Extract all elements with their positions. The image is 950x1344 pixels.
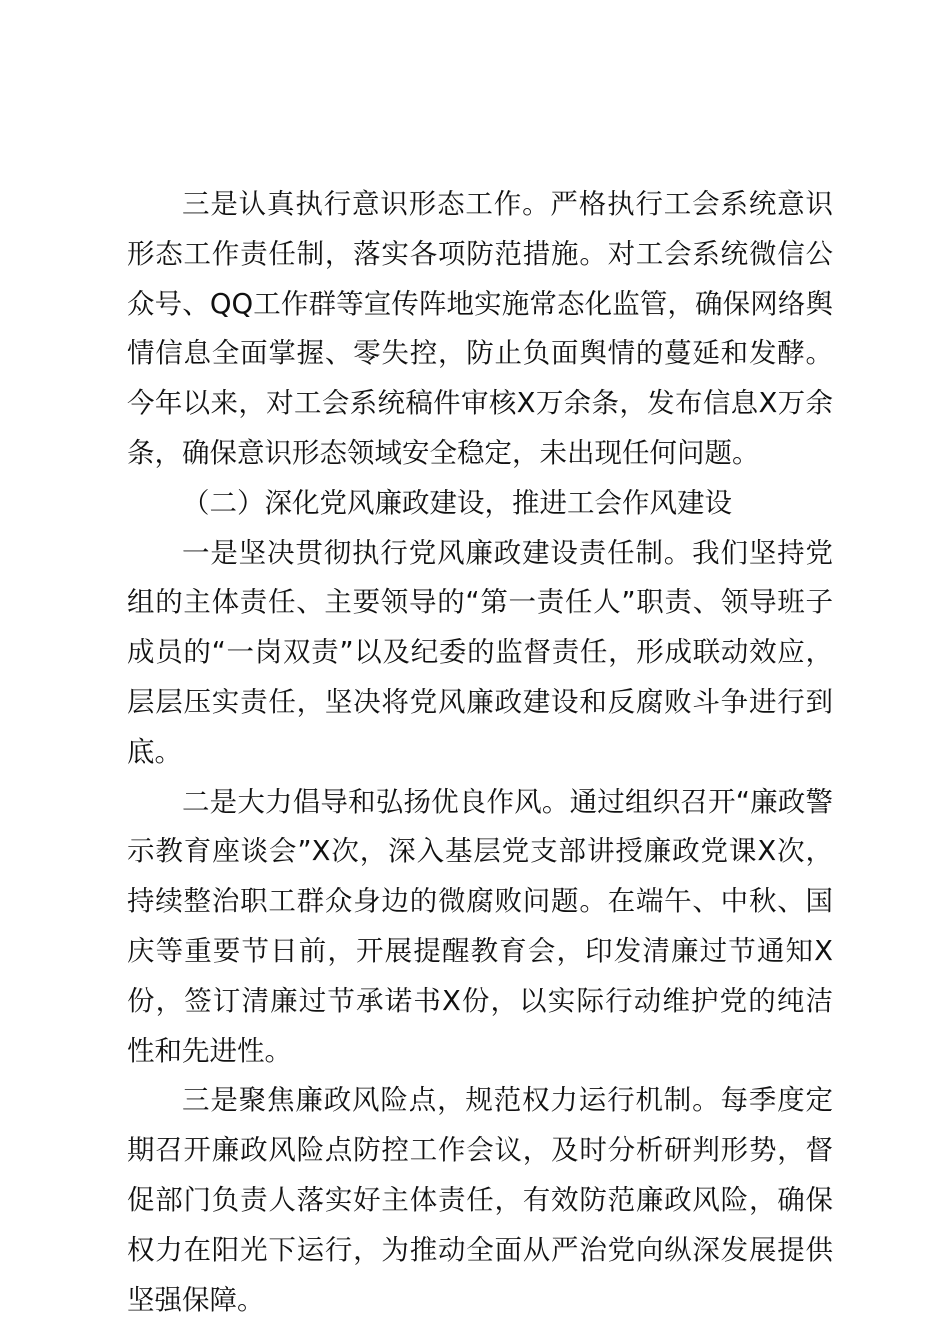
paragraph-ideology-work: 三是认真执行意识形态工作。严格执行工会系统意识形态工作责任制，落实各项防范措施。对工会系统微信公众号、QQ工作群等宣传阵地实施常态化监管，确保网络舆情信息全面掌握、零失控，防止负面舆情的蔓延和发酵。今年以来，对工会系统稿件审核X万余条，发布信息X万余条，确保意识形态领域安全稳定，未出现任何问题。 <box>127 188 833 469</box>
paragraph-good-style: 二是大力倡导和弘扬优良作风。通过组织召开“廉政警示教育座谈会”X次，深入基层党支部讲授廉政党课X次，持续整治职工群众身边的微腐败问题。在端午、中秋、国庆等重要节日前，开展提醒教育会，印发清廉过节通知X份，签订清廉过节承诺书X份，以实际行动维护党的纯洁性和先进性。 <box>127 785 833 1067</box>
section-heading-2: （二）深化党风廉政建设，推进工会作风建设 <box>182 486 732 519</box>
document-body <box>127 180 833 1325</box>
paragraph-risk-points: 三是聚焦廉政风险点，规范权力运行机制。每季度定期召开廉政风险点防控工作会议，及时分析研判形势，督促部门负责人落实好主体责任，有效防范廉政风险，确保权力在阳光下运行，为推动全面从严治党向纵深发展提供坚强保障。 <box>127 1084 833 1316</box>
paragraph-responsibility-system: 一是坚决贯彻执行党风廉政建设责任制。我们坚持党组的主体责任、主要领导的“第一责任人”职责、领导班子成员的“一岗双责”以及纪委的监督责任，形成联动效应，层层压实责任，坚决将党风廉政建设和反腐败斗争进行到底。 <box>127 536 833 768</box>
